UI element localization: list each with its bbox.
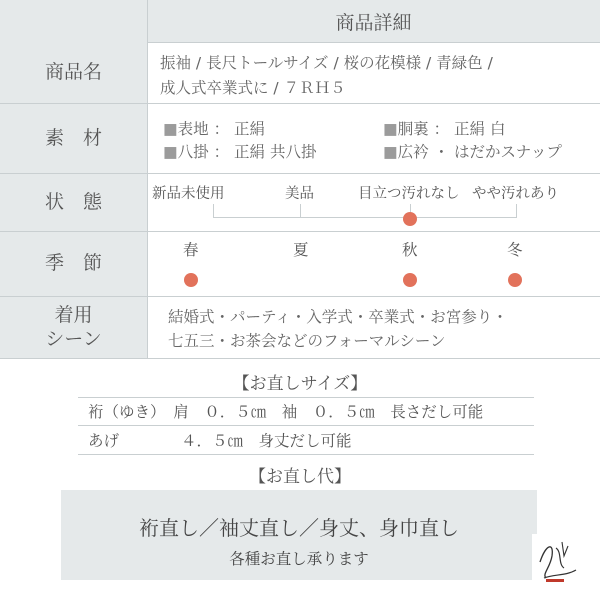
condition-scale-line — [213, 217, 517, 218]
label-scene-line-1: 着用 — [54, 303, 93, 326]
condition-tick — [516, 204, 517, 217]
row-condition — [0, 174, 600, 232]
column-divider — [147, 43, 148, 103]
square-bullet-icon: ■ — [163, 143, 178, 161]
scene-line-1: 結婚式・パーティ・入学式・卒業式・お宮参り・ — [168, 308, 508, 326]
condition-label-no-stains: 目立つ汚れなし — [358, 186, 460, 202]
scene-line-2: 七五三・お茶会などのフォーマルシーン — [168, 332, 446, 350]
season-label-summer: 夏 — [293, 241, 309, 259]
material-item-hakake: ■八掛 ： 正絹 共八掛 — [163, 143, 317, 161]
column-divider — [147, 174, 148, 231]
label-scene — [0, 297, 147, 358]
label-scene-line-2: シーン — [45, 327, 102, 350]
brand-logo-icon — [532, 534, 582, 584]
row-season — [0, 232, 600, 297]
condition-label-slight-stains: やや汚れあり — [472, 186, 559, 202]
adjust-fee-box — [61, 490, 537, 580]
condition-label-new: 新品未使用 — [152, 186, 225, 202]
product-name-line-1: 振袖 / 長尺トールサイズ / 桜の花模様 / 青緑色 / — [160, 54, 493, 72]
row-product-name — [0, 43, 600, 104]
column-divider — [147, 232, 148, 296]
season-dot-winter — [508, 273, 522, 287]
condition-tick — [213, 204, 214, 217]
label-product-name: 商品名 — [0, 43, 147, 103]
page-title: 商品詳細 — [335, 11, 412, 34]
label-material: 素 材 — [0, 104, 147, 173]
column-divider — [147, 104, 148, 173]
adjust-size-line-1: 裄（ゆき） 肩 ０．５㎝ 袖 ０．５㎝ 長さだし可能 — [88, 403, 484, 421]
season-label-spring: 春 — [183, 241, 199, 259]
title-left-cell — [0, 0, 147, 43]
material-item-lining: ■胴裏 ： 正絹 白 — [383, 120, 506, 138]
condition-selected-dot — [403, 212, 417, 226]
square-bullet-icon: ■ — [383, 143, 398, 161]
title-row — [0, 0, 600, 43]
season-dot-autumn — [403, 273, 417, 287]
product-name-line-2: 成人式卒業式に / ７ＲＨ５ — [160, 79, 346, 97]
square-bullet-icon: ■ — [163, 120, 178, 138]
condition-tick — [300, 204, 301, 217]
label-condition: 状 態 — [0, 174, 147, 231]
adjust-size-line-2: あげ ４．５㎝ 身丈だし可能 — [88, 432, 352, 450]
season-label-winter: 冬 — [507, 241, 523, 259]
column-divider — [147, 297, 148, 358]
adjust-size-title: 【お直しサイズ】 — [232, 374, 368, 394]
row-scene — [0, 297, 600, 359]
divider-line — [78, 397, 534, 398]
season-dot-spring — [184, 273, 198, 287]
adjust-fee-note: 各種お直し承ります — [229, 550, 369, 568]
row-material — [0, 104, 600, 174]
label-season: 季 節 — [0, 232, 147, 296]
divider-line — [78, 425, 534, 426]
material-item-collar: ■広衿 ・ はだかスナップ — [383, 143, 562, 161]
adjust-fee-services: 裄直し／袖丈直し／身丈、身巾直し — [139, 516, 459, 540]
divider-line — [78, 454, 534, 455]
square-bullet-icon: ■ — [383, 120, 398, 138]
condition-label-excellent: 美品 — [285, 186, 314, 202]
adjust-fee-title: 【お直し代】 — [249, 467, 351, 487]
material-item-outer: ■表地 ： 正絹 — [163, 120, 266, 138]
season-label-autumn: 秋 — [402, 241, 418, 259]
